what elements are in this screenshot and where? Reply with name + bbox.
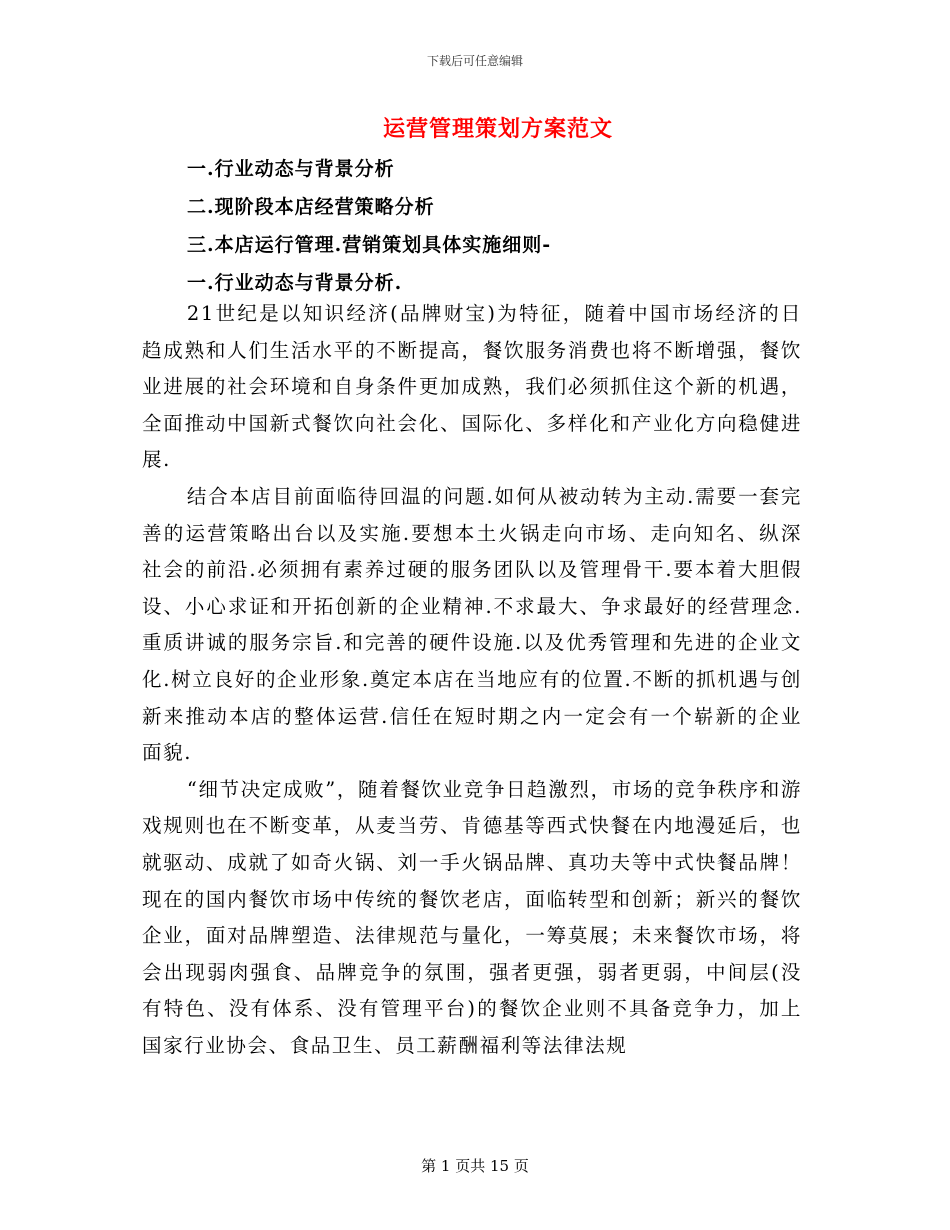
outline-item: 一.行业动态与背景分析. [187, 272, 403, 294]
header-note: 下载后可任意编辑 [426, 54, 523, 68]
page-number-footer: 第 1 页共 15 页 [421, 1157, 529, 1175]
paragraph: 21世纪是以知识经济(品牌财宝)为特征，随着中国市场经济的日趋成熟和人们生活水平的不断提高，餐饮服务消费也将不断增强，餐饮业进展的社会环境和自身条件更加成熟，我们必须抓住这个新的机遇，全面推动中国新式餐饮向社会化、国际化、多样化和产业化方向稳健进展. [142, 302, 802, 472]
paragraph: 结合本店目前面临待回温的问题.如何从被动转为主动.需要一套完善的运营策略出台以及实施.要想本土火锅走向市场、走向知名、纵深社会的前沿.必须拥有素养过硬的服务团队以及管理骨干.要本着大胆假设、小心求证和开拓创新的企业精神.不求最大、争求最好的经营理念.重质讲诚的服务宗旨.和完善的硬件设施.以及优秀管理和先进的企业文化.树立良好的企业形象.奠定本店在当地应有的位置.不断的抓机遇与创新来推动本店的整体运营.信任在短时期之内一定会有一个崭新的企业面貌. [142, 484, 802, 765]
outline-list [187, 150, 807, 302]
paragraph: “细节决定成败”，随着餐饮业竞争日趋激烈，市场的竞争秩序和游戏规则也在不断变革，从麦当劳、肯德基等西式快餐在内地漫延后，也就驱动、成就了如奇火锅、刘一手火锅品牌、真功夫等中式快餐品牌！现在的国内餐饮市场中传统的餐饮老店，面临转型和创新；新兴的餐饮企业，面对品牌塑造、法律规范与量化，一筹莫展；未来餐饮市场，将会出现弱肉强食、品牌竞争的氛围，强者更强，弱者更弱，中间层(没有特色、没有体系、没有管理平台)的餐饮企业则不具备竞争力，加上国家行业协会、食品卫生、员工薪酬福利等法律法规 [142, 777, 802, 1057]
body-text [142, 296, 802, 1064]
document-title: 运营管理策划方案范文 [382, 116, 613, 142]
outline-item: 二.现阶段本店经营策略分析 [187, 196, 435, 218]
outline-item: 三.本店运行管理.营销策划具体实施细则- [187, 234, 552, 256]
outline-item: 一.行业动态与背景分析 [187, 158, 395, 180]
